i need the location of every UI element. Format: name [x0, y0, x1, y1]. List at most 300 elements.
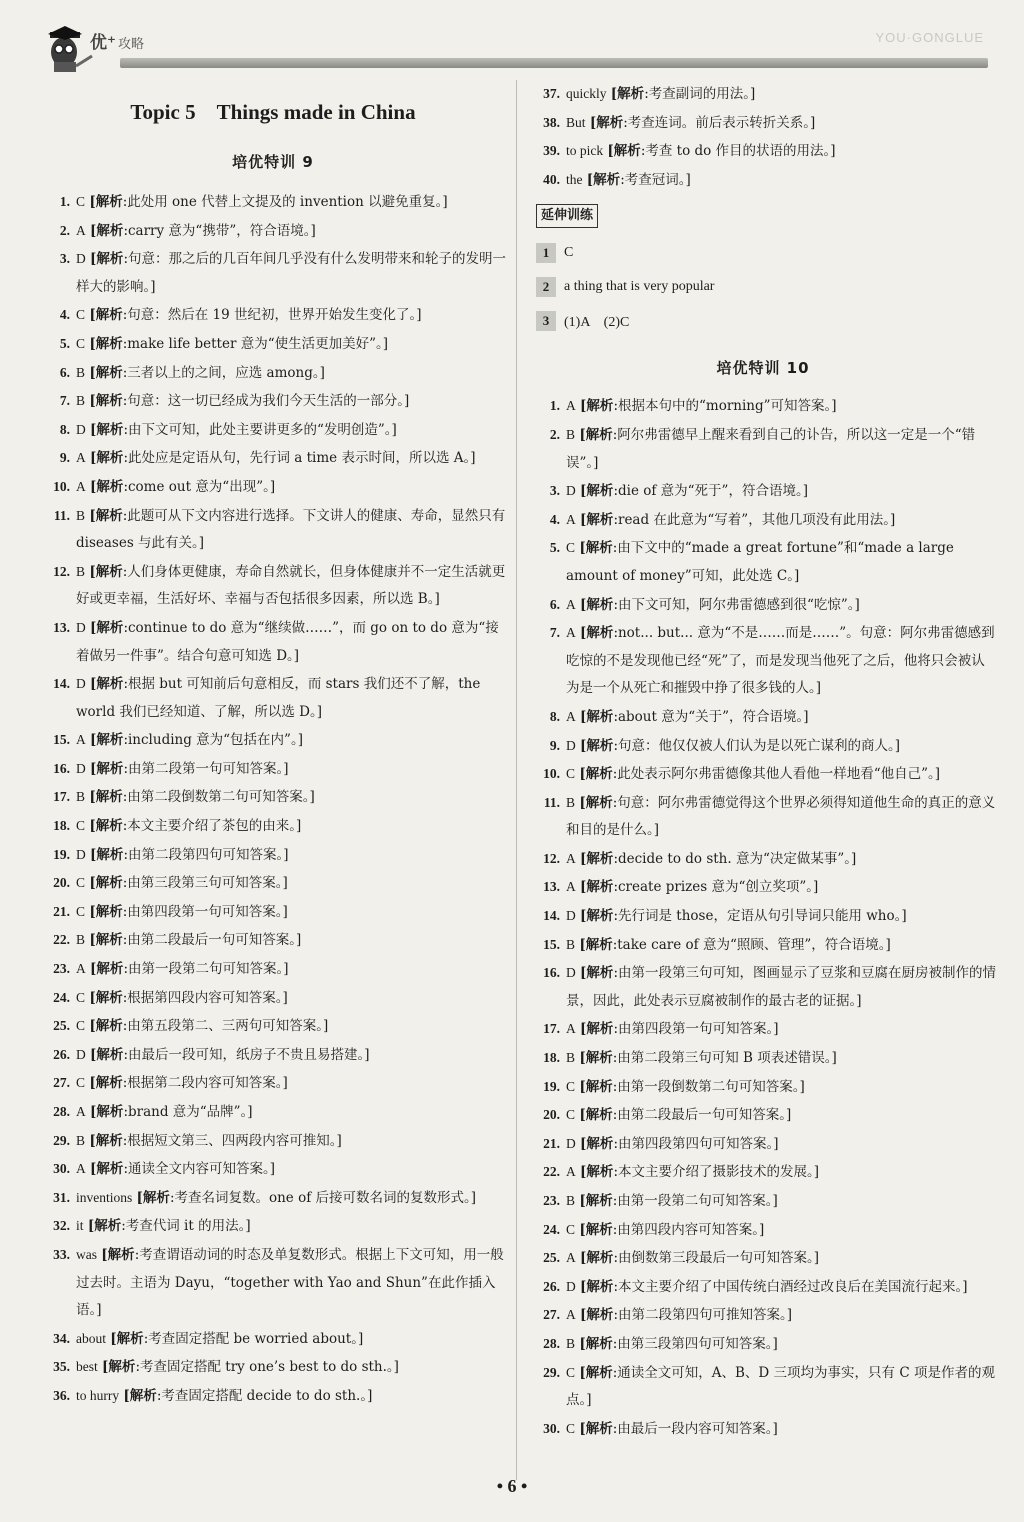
analysis-label: [解析 — [90, 676, 124, 693]
analysis-text: :先行词是 those，定语从句引导词只能用 who。] — [613, 908, 907, 925]
analysis-label: [解析 — [579, 1107, 613, 1124]
analysis-text: :including 意为“包括在内”。] — [123, 732, 303, 749]
answer-body — [76, 726, 508, 755]
answer-item — [528, 506, 998, 535]
question-number: 9. — [549, 737, 560, 753]
analysis-text: :句意：这一切已经成为我们今天生活的一部分。] — [122, 393, 410, 410]
left-column — [38, 80, 508, 1411]
answer-item — [528, 1415, 998, 1444]
answer-body — [76, 558, 508, 614]
answer-choice: A — [566, 625, 576, 641]
question-number: 4. — [59, 307, 70, 323]
question-number: 16. — [543, 965, 560, 981]
answer-choice: B — [566, 426, 576, 442]
answer-body — [76, 614, 508, 670]
analysis-label: [解析 — [580, 1307, 614, 1324]
answer-choice: A — [76, 478, 86, 494]
brand-logo-text — [90, 28, 144, 53]
answer-body — [76, 1325, 508, 1354]
analysis-label: [解析 — [89, 507, 123, 524]
answer-item — [38, 726, 508, 755]
analysis-label: [解析 — [102, 1359, 136, 1376]
answer-item — [38, 926, 508, 955]
answer-body — [76, 783, 508, 812]
answer-item — [528, 959, 998, 1015]
analysis-text: :由倒数第三段最后一句可知答案。] — [613, 1250, 820, 1267]
answer-item — [528, 732, 998, 761]
analysis-label: [解析 — [89, 364, 123, 381]
analysis-label: [解析 — [90, 1104, 124, 1120]
analysis-label: [解析 — [89, 818, 123, 835]
answer-choice: C — [76, 335, 86, 351]
question-number: 15. — [53, 732, 70, 748]
question-number: 4. — [549, 511, 560, 527]
answer-body — [76, 301, 508, 330]
answer-choice: D — [566, 965, 576, 981]
answer-choice: C — [76, 875, 86, 891]
analysis-text: :come out 意为“出现”。] — [123, 478, 276, 495]
answer-body — [76, 812, 508, 841]
answer-body — [566, 1187, 998, 1216]
answer-choice: B — [76, 364, 86, 380]
question-number: 17. — [53, 789, 70, 805]
answer-item — [38, 755, 508, 784]
answer-body — [566, 732, 998, 761]
answer-item — [38, 898, 508, 927]
answer-choice: B — [566, 936, 576, 952]
answer-choice: C — [566, 1078, 576, 1094]
answer-item — [38, 387, 508, 416]
question-number: 36. — [53, 1387, 70, 1403]
answer-choice: was — [76, 1246, 97, 1262]
analysis-text: :continue to do 意为“继续做……”，而 go on to do 意为“接着做另一件事”。结合句意可知选 D。] — [76, 619, 499, 664]
answer-body — [76, 1212, 508, 1241]
analysis-text: :由下文中的“made a great fortune”和“made a large amount of money”可知，此处选 C。] — [566, 540, 954, 584]
analysis-label: [解析 — [579, 426, 613, 443]
answer-body — [76, 898, 508, 927]
question-number: 30. — [53, 1161, 70, 1177]
analysis-text: :由第四段第四句可知答案。] — [613, 1135, 779, 1152]
answer-body — [76, 416, 508, 445]
question-number: 25. — [543, 1250, 560, 1266]
answer-body — [76, 1041, 508, 1070]
answer-body — [566, 1415, 998, 1444]
analysis-text: :考查名词复数。one of 后接可数名词的复数形式。] — [169, 1189, 477, 1206]
analysis-label: [解析 — [579, 766, 613, 783]
analysis-text: :考查 to do 作目的状语的用法。] — [640, 143, 836, 160]
answer-item — [528, 1301, 998, 1330]
answer-item — [528, 845, 998, 874]
analysis-label: [解析 — [90, 846, 124, 863]
analysis-text: :由第四段内容可知答案。] — [612, 1221, 765, 1238]
answer-body — [566, 166, 998, 195]
question-number: 18. — [53, 818, 70, 834]
answer-item — [38, 301, 508, 330]
answer-item — [38, 359, 508, 388]
question-number: 28. — [53, 1104, 70, 1119]
question-number: 30. — [543, 1420, 560, 1436]
answer-body — [566, 1130, 998, 1159]
answer-body — [76, 869, 508, 898]
answer-item — [38, 1241, 508, 1325]
answer-item — [528, 619, 998, 703]
answer-item — [38, 1127, 508, 1156]
analysis-label: [解析 — [89, 789, 123, 806]
analysis-label: [解析 — [89, 989, 123, 1006]
answer-item — [528, 1101, 998, 1130]
question-number: 15. — [543, 936, 560, 952]
analysis-text: :由第五段第二、三两句可知答案。] — [122, 1018, 329, 1035]
answer-body — [566, 506, 998, 535]
analysis-text: :根据短文第三、四两段内容可推知。] — [122, 1132, 342, 1149]
answer-list-right — [528, 392, 998, 1443]
analysis-text: :通读全文可知，A、B、D 三项均为事实，只有 C 项是作者的观点。] — [566, 1364, 995, 1409]
answer-body — [76, 245, 508, 301]
answer-item — [38, 188, 508, 217]
analysis-text: :句意：那之后的几百年间几乎没有什么发明带来和轮子的发明一样大的影响。] — [76, 251, 506, 295]
analysis-label: [解析 — [579, 1050, 613, 1067]
analysis-label: [解析 — [579, 794, 613, 811]
analysis-label: [解析 — [580, 850, 614, 867]
answer-choice: C — [76, 1075, 86, 1091]
answer-list-left — [38, 188, 508, 1411]
analysis-text: :由第一段第二句可知答案。] — [612, 1193, 778, 1209]
question-number: 23. — [53, 961, 70, 977]
answer-item — [38, 1069, 508, 1098]
question-number: 19. — [53, 846, 70, 862]
analysis-label: [解析 — [90, 222, 124, 239]
analysis-text: :三者以上的之间，应选 among。] — [122, 364, 325, 381]
answer-body — [76, 1353, 508, 1382]
analysis-label: [解析 — [110, 1330, 144, 1347]
answer-item — [528, 137, 998, 166]
answer-body — [76, 188, 508, 217]
answer-item — [528, 591, 998, 620]
answer-body — [566, 137, 998, 166]
answer-body — [566, 845, 998, 874]
analysis-text: :此处用 one 代替上文提及的 invention 以避免重复。] — [122, 194, 448, 210]
question-number: 11. — [53, 507, 70, 523]
answer-item — [528, 421, 998, 477]
answer-body — [566, 477, 998, 506]
answer-choice: to hurry — [76, 1387, 120, 1403]
answer-choice: C — [76, 307, 86, 323]
question-number: 29. — [543, 1364, 560, 1380]
answer-item — [528, 1273, 998, 1302]
analysis-label: [解析 — [101, 1246, 135, 1263]
answer-choice: A — [566, 1307, 576, 1323]
extension-item — [528, 236, 998, 270]
answer-body — [566, 1301, 998, 1330]
answer-body — [76, 444, 508, 473]
analysis-text: :此处表示阿尔弗雷德像其他人看他一样地看“他自己”。] — [612, 766, 941, 783]
analysis-label: [解析 — [90, 1161, 124, 1178]
answer-item — [38, 869, 508, 898]
question-number: 29. — [53, 1132, 70, 1148]
analysis-text: :由第一段第二句可知答案。] — [123, 961, 289, 978]
answer-body — [76, 1012, 508, 1041]
analysis-text: :read 在此意为“写着”，其他几项没有此用法。] — [613, 511, 896, 528]
analysis-text: :阿尔弗雷德早上醒来看到自己的讣告，所以这一定是一个“错误”。] — [566, 426, 976, 471]
analysis-text: :根据第二段内容可知答案。] — [122, 1075, 288, 1092]
question-number: 11. — [543, 794, 560, 810]
answer-choice: A — [566, 1021, 576, 1037]
brand-label: YOU·GONGLUE — [875, 30, 984, 45]
answer-body — [76, 1069, 508, 1098]
analysis-text: :句意：阿尔弗雷德觉得这个世界必须得知道他生命的真正的意义和目的是什么。] — [566, 794, 996, 839]
answer-body — [566, 109, 998, 138]
answer-choice: C — [566, 1221, 576, 1237]
answer-choice: B — [566, 1050, 576, 1066]
analysis-text: :由下文可知，阿尔弗雷德感到很“吃惊”。] — [613, 596, 860, 613]
question-number: 8. — [59, 421, 70, 437]
answer-item — [528, 1015, 998, 1044]
answer-choice: A — [566, 708, 576, 724]
analysis-text: :carry 意为“携带”，符合语境。] — [123, 222, 316, 239]
answer-item — [38, 330, 508, 359]
analysis-text: :考查副词的用法。] — [644, 86, 756, 102]
answer-body — [566, 534, 998, 590]
answer-choice: best — [76, 1359, 98, 1375]
extension-answer: C — [564, 245, 574, 261]
answer-choice: C — [566, 766, 576, 782]
analysis-label: [解析 — [90, 251, 124, 268]
analysis-label: [解析 — [580, 965, 614, 982]
analysis-label: [解析 — [89, 194, 123, 210]
header-band — [120, 58, 988, 68]
analysis-text: :由第四段第一句可知答案。] — [613, 1021, 779, 1038]
analysis-text: :根据 but 可知前后句意相反，而 stars 我们还不了解，the world 我们已经知道、了解，所以选 D。] — [76, 676, 481, 720]
page-number: • 6 • — [496, 1476, 528, 1496]
analysis-label: [解析 — [580, 511, 614, 528]
answer-body — [76, 1098, 508, 1127]
answer-choice: C — [76, 818, 86, 834]
analysis-text: :decide to do sth. 意为“决定做某事”。] — [613, 850, 857, 867]
answer-item — [38, 1382, 508, 1411]
analysis-text: :由第四段第一句可知答案。] — [122, 903, 288, 920]
answer-item — [38, 1212, 508, 1241]
question-number: 10. — [543, 766, 560, 782]
question-number: 2. — [549, 426, 560, 442]
analysis-label: [解析 — [136, 1189, 170, 1206]
analysis-label: [解析 — [586, 171, 621, 188]
answer-body — [76, 755, 508, 784]
answer-choice: D — [566, 483, 576, 499]
question-number: 37. — [543, 86, 560, 101]
answer-choice: A — [76, 1161, 86, 1177]
analysis-text: :句意：然后在 19 世纪初，世界开始发生变化了。] — [122, 307, 422, 324]
analysis-label: [解析 — [580, 1021, 614, 1038]
analysis-label: [解析 — [580, 737, 614, 754]
answer-body — [566, 1101, 998, 1130]
analysis-label: [解析 — [580, 398, 614, 415]
answer-body — [76, 359, 508, 388]
answer-body — [566, 1015, 998, 1044]
answer-body — [76, 1241, 508, 1325]
answer-choice: quickly — [566, 86, 607, 101]
answer-item — [38, 473, 508, 502]
answer-item — [38, 841, 508, 870]
question-number: 40. — [543, 171, 560, 187]
analysis-text: :die of 意为“死于”，符合语境。] — [613, 483, 808, 500]
analysis-label: [解析 — [90, 1046, 124, 1063]
answer-body — [566, 1273, 998, 1302]
question-number: 16. — [53, 760, 70, 776]
extension-answer: a thing that is very popular — [564, 279, 715, 295]
analysis-text: :本文主要介绍了中国传统白酒经过改良后在美国流行起来。] — [613, 1278, 968, 1295]
question-number: 26. — [53, 1046, 70, 1062]
answer-choice: D — [76, 846, 86, 862]
answer-body — [76, 502, 508, 558]
question-number: 27. — [543, 1307, 560, 1323]
answer-choice: D — [76, 676, 86, 692]
answer-choice: D — [566, 908, 576, 924]
question-number: 5. — [59, 335, 70, 351]
brand-main: 优⁺ — [90, 33, 116, 53]
analysis-label: [解析 — [90, 732, 124, 749]
answer-body — [566, 760, 998, 789]
question-number: 31. — [53, 1189, 70, 1205]
question-number: 17. — [543, 1021, 560, 1037]
analysis-label: [解析 — [90, 961, 124, 978]
answer-body — [76, 330, 508, 359]
answer-choice: inventions — [76, 1189, 133, 1205]
extension-item — [528, 270, 998, 304]
answer-choice: B — [76, 1132, 86, 1148]
analysis-label: [解析 — [579, 1335, 613, 1352]
answer-choice: A — [566, 596, 576, 612]
answer-body — [566, 1359, 998, 1415]
answer-body — [76, 955, 508, 984]
question-number: 3. — [549, 483, 560, 499]
analysis-label: [解析 — [607, 143, 641, 160]
answer-choice: A — [566, 850, 576, 866]
answer-body — [566, 392, 998, 421]
answer-item — [38, 502, 508, 558]
analysis-text: :由第二段第四句可推知答案。] — [613, 1307, 793, 1324]
question-number: 7. — [549, 625, 560, 641]
analysis-label: [解析 — [89, 932, 123, 949]
answer-choice: C — [76, 1018, 86, 1034]
analysis-text: :通读全文内容可知答案。] — [123, 1161, 276, 1178]
analysis-text: :brand 意为“品牌”。] — [123, 1104, 253, 1120]
analysis-label: [解析 — [580, 1250, 614, 1267]
analysis-text: :句意：他仅仅被人们认为是以死亡谋利的商人。] — [613, 737, 901, 754]
question-number: 2. — [59, 222, 70, 238]
answer-body — [566, 1158, 998, 1187]
question-number: 14. — [543, 908, 560, 924]
answer-list-right-top — [528, 80, 998, 194]
answer-choice: C — [566, 1364, 576, 1380]
answer-item — [38, 245, 508, 301]
analysis-text: :由第二段第四句可知答案。] — [123, 846, 289, 863]
answer-choice: A — [76, 450, 86, 466]
answer-item — [528, 166, 998, 195]
analysis-label: [解析 — [579, 1364, 613, 1381]
answer-item — [38, 1012, 508, 1041]
answer-choice: C — [76, 903, 86, 919]
analysis-text: :由第二段最后一句可知答案。] — [122, 932, 302, 949]
analysis-text: :由第二段倒数第二句可知答案。] — [122, 789, 315, 806]
analysis-label: [解析 — [87, 1218, 122, 1235]
analysis-label: [解析 — [579, 1193, 613, 1209]
answer-body — [76, 841, 508, 870]
analysis-text: :此题可从下文内容进行选择。下文讲人的健康、寿命，显然只有 diseases 与此有关。] — [76, 507, 506, 552]
question-number: 22. — [543, 1164, 560, 1180]
answer-choice: D — [76, 251, 86, 267]
answer-item — [528, 1187, 998, 1216]
question-number: 21. — [543, 1135, 560, 1151]
analysis-label: [解析 — [579, 1420, 613, 1437]
answer-body — [76, 1382, 508, 1411]
question-number: 38. — [543, 114, 560, 130]
question-number: 12. — [543, 850, 560, 866]
answer-item — [38, 783, 508, 812]
answer-choice: D — [566, 1278, 576, 1294]
answer-body — [566, 789, 998, 845]
analysis-label: [解析 — [580, 483, 614, 500]
question-number: 21. — [53, 903, 70, 919]
question-number: 6. — [59, 364, 70, 380]
analysis-label: [解析 — [89, 875, 123, 892]
answer-choice: B — [76, 932, 86, 948]
analysis-label: [解析 — [580, 625, 614, 642]
analysis-label: [解析 — [589, 114, 624, 131]
answer-choice: A — [566, 398, 576, 414]
analysis-label: [解析 — [90, 478, 124, 495]
answer-choice: C — [566, 1420, 576, 1436]
answer-body — [76, 473, 508, 502]
answer-choice: C — [76, 989, 86, 1005]
answer-item — [528, 1330, 998, 1359]
analysis-label: [解析 — [89, 1075, 123, 1092]
analysis-label: [解析 — [89, 307, 123, 324]
analysis-label: [解析 — [579, 540, 613, 557]
answer-choice: A — [76, 1104, 86, 1119]
answer-choice: A — [76, 222, 86, 238]
answer-item — [528, 703, 998, 732]
answer-item — [38, 416, 508, 445]
answer-item — [38, 444, 508, 473]
extension-training-label: 延伸训练 — [536, 204, 598, 228]
answer-choice: D — [76, 421, 86, 437]
question-number: 34. — [53, 1330, 70, 1346]
analysis-label: [解析 — [90, 760, 124, 777]
analysis-label: [解析 — [580, 1135, 614, 1152]
answer-body — [76, 984, 508, 1013]
answer-item — [38, 1325, 508, 1354]
answer-body — [566, 703, 998, 732]
question-number: 23. — [543, 1193, 560, 1208]
answer-item — [528, 1244, 998, 1273]
analysis-text: :由第二段第三句可知 B 项表述错误。] — [612, 1050, 837, 1067]
answer-choice: B — [76, 507, 86, 523]
analysis-label: [解析 — [90, 450, 124, 467]
question-number: 20. — [543, 1107, 560, 1123]
question-number: 20. — [53, 875, 70, 891]
analysis-text: :由第一段第三句可知，图画显示了豆浆和豆腐在厨房被制作的情景，因此，此处表示豆腐被制作的最古老的证据。] — [566, 965, 996, 1009]
answer-body — [76, 387, 508, 416]
answer-item — [528, 902, 998, 931]
answer-choice: A — [76, 732, 86, 748]
analysis-text: :根据本句中的“morning”可知答案。] — [613, 398, 837, 415]
answer-item — [528, 477, 998, 506]
answer-body — [566, 1244, 998, 1273]
answer-choice: B — [76, 789, 86, 805]
answer-item — [528, 1359, 998, 1415]
extension-number: 1 — [536, 243, 556, 263]
answer-choice: But — [566, 114, 586, 130]
